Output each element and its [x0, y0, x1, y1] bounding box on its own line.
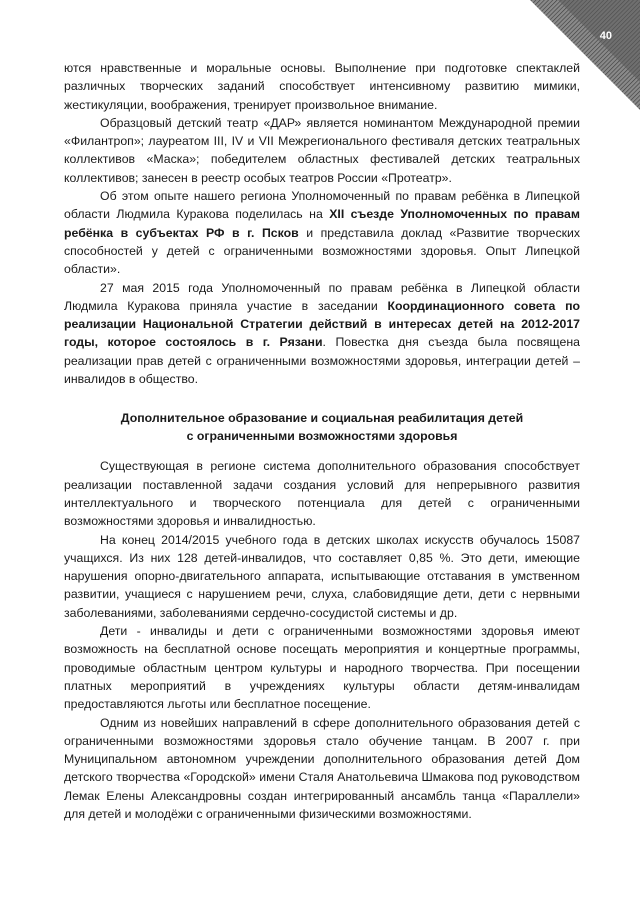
paragraph-art-schools: На конец 2014/2015 учебного года в детских школах искусств обучалось 15087 учащихся. Из них 128 детей-инвалидов, что составляет 0,85 %. Это дети, имеющие нарушения опорно-двигательного аппарата, испытывающие отставания в умственном развитии, учащиеся с нарушением речи, слуха, слабовидящие дети, дети с нервными заболеваниями, заболеваниями сердечно-сосудистой системы и др. — [64, 532, 580, 620]
section-heading-line: с ограниченными возможностями здоровья — [186, 429, 458, 444]
paragraph-free-events: Дети - инвалиды и дети с ограниченными возможностями здоровья имеют возможность на бесплатной основе посещать мероприятия и концертные программы, проводимые областным центром культуры и народного творчества. При посещении платных мероприятий в учреждениях культуры области детям-инвалидам предоставляются льготы или бесплатное посещение. — [64, 624, 580, 712]
paragraph-continuation: ются нравственные и моральные основы. Выполнение при подготовке спектаклей различных творческих заданий способствует интенсивному развитию мимики, жестикуляции, воображения, тренирует произвольное внимание. — [64, 61, 580, 112]
text-run: . Повестка дня съезда была посвящена реализации прав детей с ограниченными возможностями здоровья, интеграции детей – инвалидов в общество. — [64, 335, 580, 387]
section-heading — [64, 409, 580, 445]
page-number: 40 — [599, 30, 612, 42]
paragraph-council-ryazan — [64, 279, 580, 389]
bold-text-run: Координационного совета по реализации Национальной Стратегии действий в интересах детей на 2012-2017 годы, которое состоялось в г. Рязани — [64, 298, 581, 350]
page-content — [64, 59, 580, 823]
paragraph-dance-ensemble: Одним из новейших направлений в сфере дополнительного образования детей с ограниченными возможностями здоровья стало обучение танцам. В 2007 г. при Муниципальном автономном учреждении дополнительного образования детей Дом детского творчества «Городской» имени Сталя Анатольевича Шмакова под руководством Лемак Елены Александровны создан интегрированный ансамбль танца «Параллели» для детей и молодёжи с ограниченными физическими возможностями. — [64, 715, 580, 821]
text-run: Об этом опыте нашего региона Уполномоченный по правам ребёнка в Липецкой области Людмила Куракова поделилась на — [64, 189, 580, 222]
paragraph-congress-pskov — [64, 187, 580, 278]
paragraph-theater-dar: Образцовый детский театр «ДАР» является номинантом Международной премии «Филантроп»; лауреатом III, IV и VII Межрегионального фестиваля детских театральных коллективов «Маска»; победителем областных фестивалей детских театральных коллективов; занесен в реестр особых театров России «Протеатр». — [64, 115, 580, 185]
paragraph-education-system: Существующая в регионе система дополнительного образования способствует реализации поставленной задачи создания условий для непрерывного развития интеллектуального и творческого потенциала для детей с ограниченными возможностями здоровья и инвалидностью. — [64, 459, 580, 529]
text-run: 27 мая 2015 года Уполномоченный по правам ребёнка в Липецкой области Людмила Куракова приняла участие в заседании — [64, 280, 580, 313]
bold-text-run: XII съезде Уполномоченных по правам ребёнка в субъектах РФ в г. Псков — [64, 207, 580, 240]
section-heading-line: Дополнительное образование и социальная реабилитация детей — [120, 411, 524, 426]
text-run: и представила доклад «Развитие творческих способностей у детей с ограниченными возможностями здоровья. Опыт Липецкой области». — [64, 225, 580, 277]
